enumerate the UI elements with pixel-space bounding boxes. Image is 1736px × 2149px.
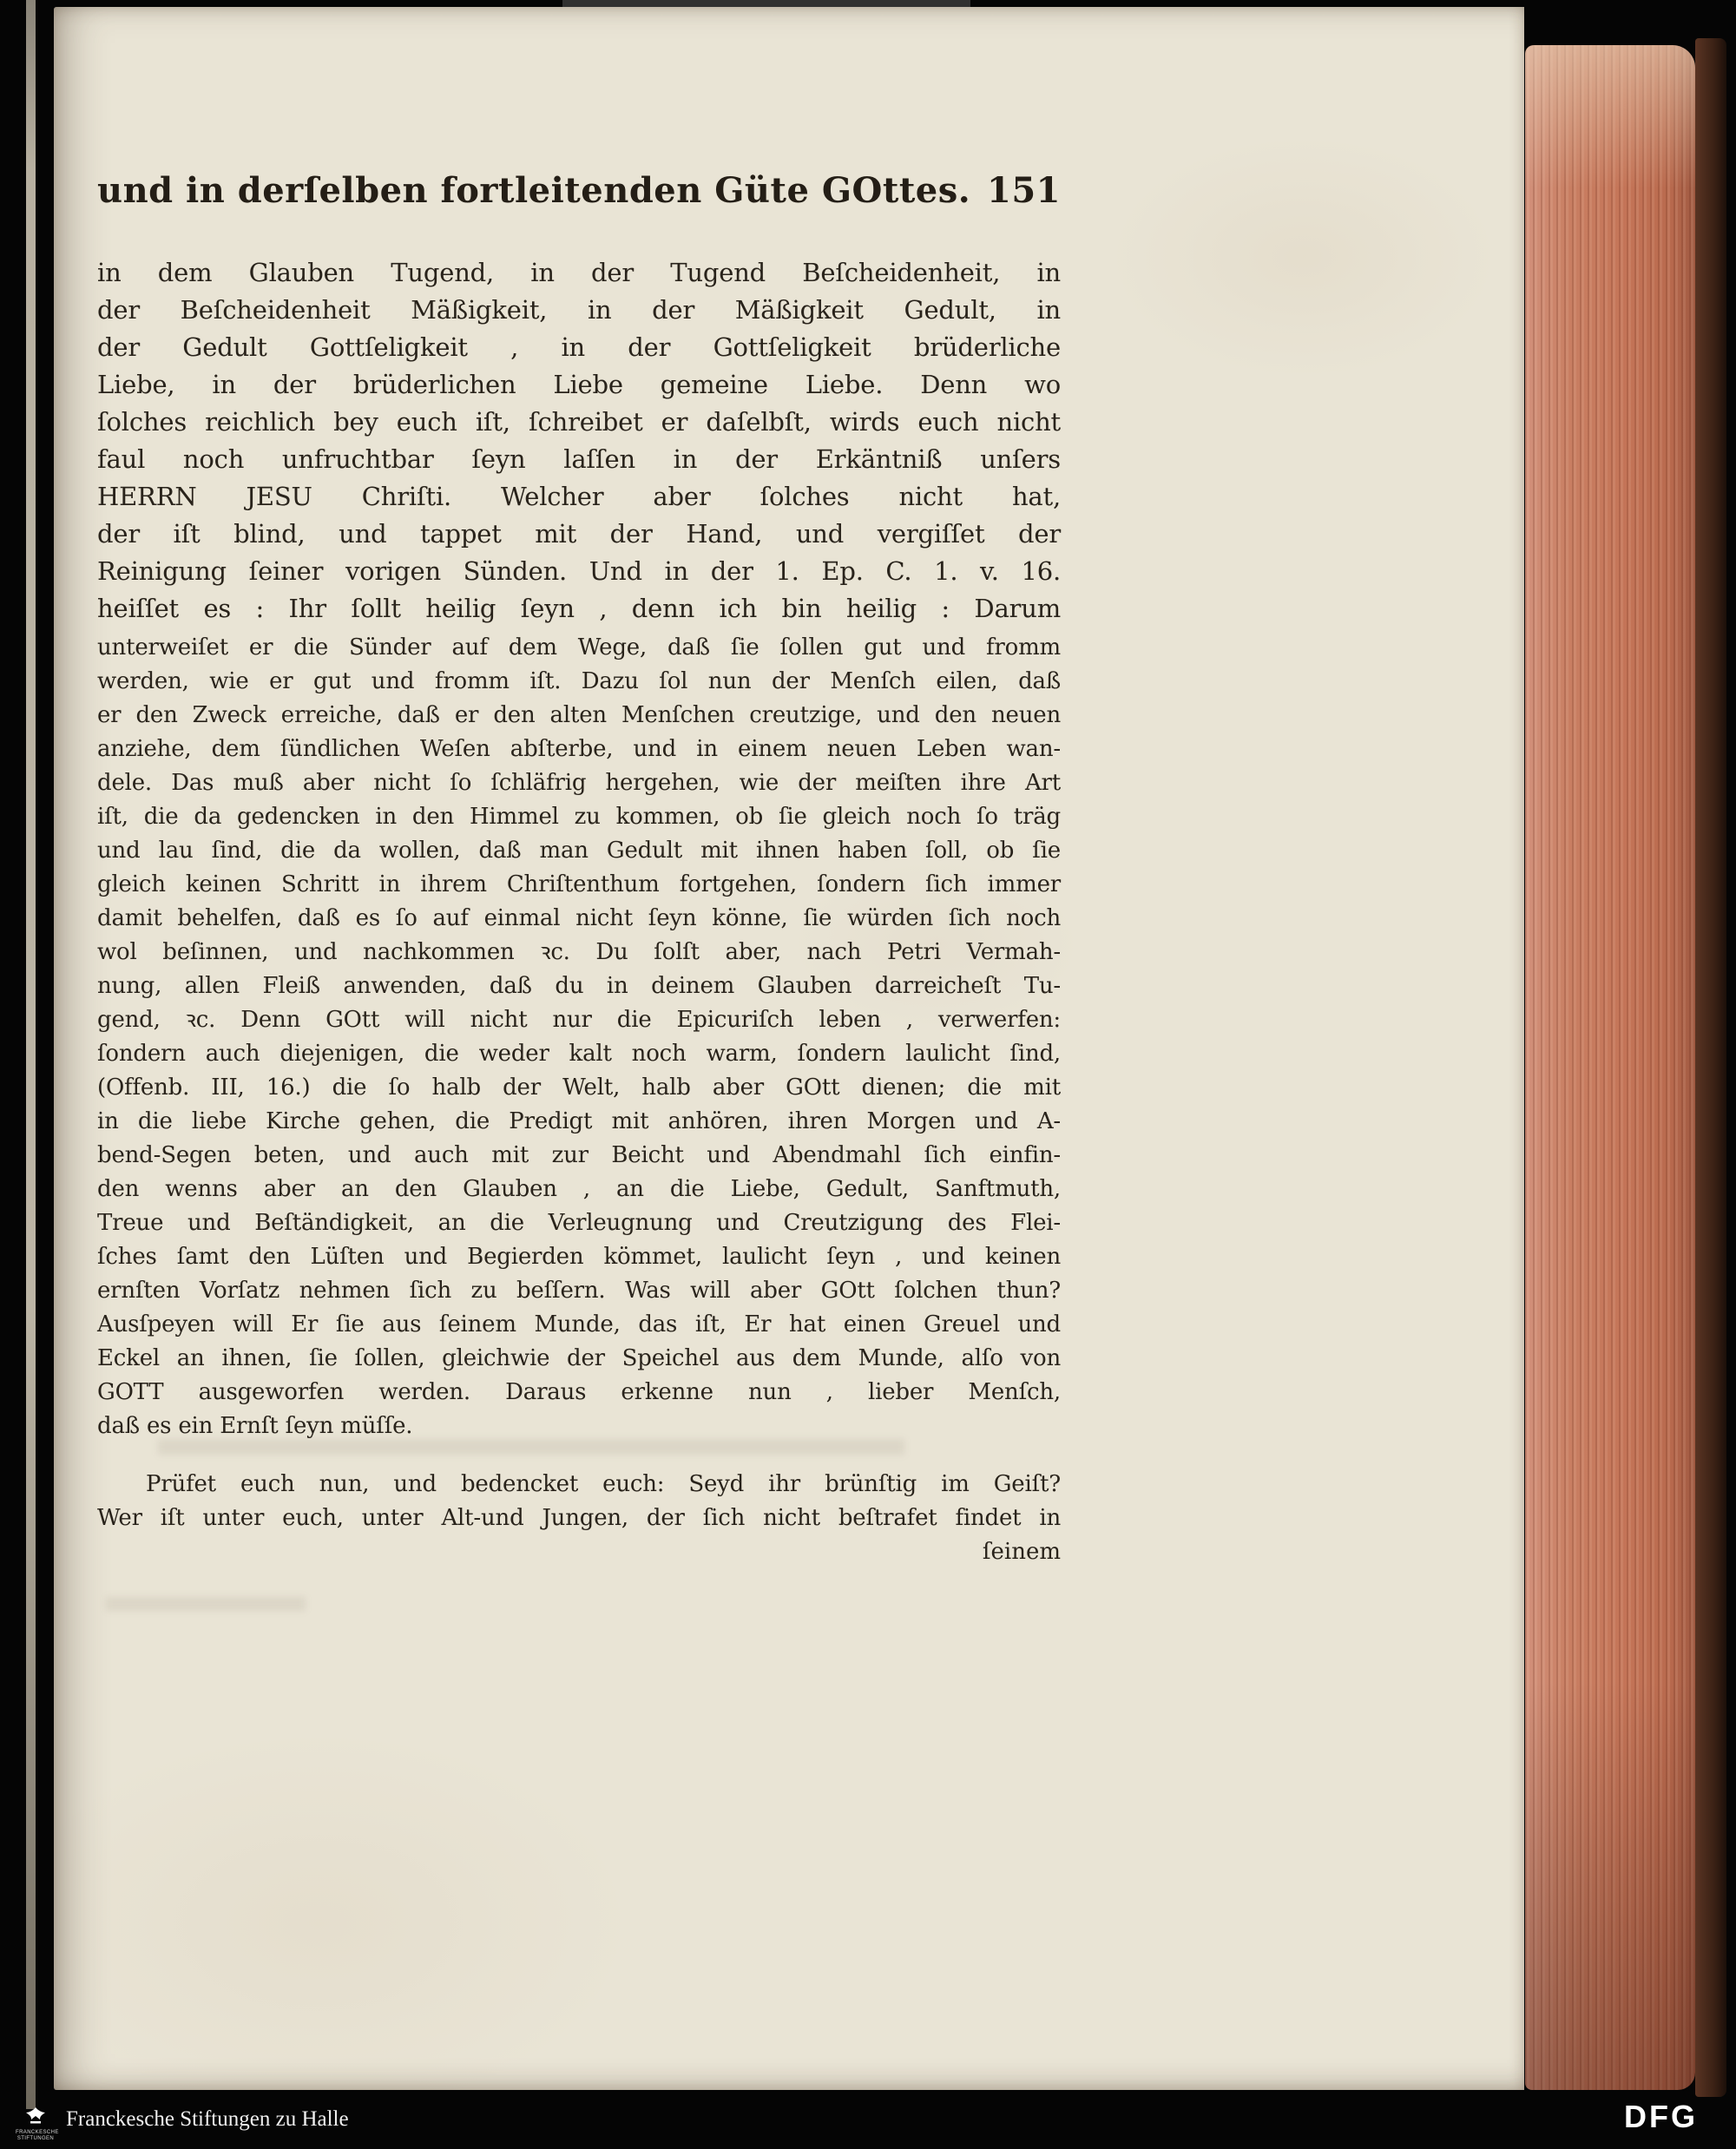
text-line: Ausſpeyen will Er ſie aus ſeinem Munde, das iſt, Er hat einen Greuel und: [97, 1311, 1061, 1337]
text-line: anziehe, dem ſündlichen Weſen abſterbe, und in einem neuen Leben wan-: [97, 736, 1061, 762]
scan-footer: [0, 2088, 1736, 2149]
text-line: dele. Das muß aber nicht ſo ſchläfrig hergehen, wie der meiſten ihre Art: [97, 770, 1061, 796]
paragraph-intro: [97, 254, 1061, 628]
text-line: und lau ſind, die da wollen, daß man Gedult mit ihnen haben ſoll, ob ſie: [97, 838, 1061, 864]
running-header: [97, 170, 1061, 211]
text-line: in die liebe Kirche gehen, die Predigt mit anhören, ihren Morgen und A-: [97, 1108, 1061, 1134]
text-line: Treue und Beſtändigkeit, an die Verleugnung und Creutzigung des Flei-: [97, 1210, 1061, 1236]
book-page: [54, 7, 1524, 2090]
text-line: ſondern auch diejenigen, die weder kalt noch warm, ſondern laulicht ſind,: [97, 1041, 1061, 1067]
franckesche-emblem-icon: [24, 2113, 47, 2130]
text-line: Eckel an ihnen, ſie ſollen, gleichwie der Speichel aus dem Munde, alſo von: [97, 1345, 1061, 1371]
text-line: gend, ꝛc. Denn GOtt will nicht nur die Epicuriſch leben , verwerfen:: [97, 1007, 1061, 1033]
text-line: der iſt blind, und tappet mit der Hand, und vergiſſet der: [97, 519, 1061, 549]
text-line: daß es ein Ernſt ſeyn müſſe.: [97, 1413, 413, 1439]
text-line: der Gedult Gottſeligkeit , in der Gottſeligkeit brüderliche: [97, 332, 1061, 362]
text-line: der Beſcheidenheit Mäßigkeit, in der Mäßigkeit Gedult, in: [97, 295, 1061, 325]
text-line: wol beſinnen, und nachkommen ꝛc. Du ſolſt aber, nach Petri Vermah-: [97, 939, 1061, 965]
text-line: in dem Glauben Tugend, in der Tugend Beſcheidenheit, in: [97, 258, 1061, 287]
text-line: iſt, die da gedencken in den Himmel zu kommen, ob ſie gleich noch ſo träg: [97, 804, 1061, 830]
facing-page-edge: [26, 0, 36, 2109]
text-line: damit behelfen, daß es ſo auf einmal nicht ſeyn könne, ſie würden ſich noch: [97, 905, 1061, 931]
book-fore-edge-pages: [1525, 45, 1695, 2090]
text-line: Wer iſt unter euch, unter Alt-und Jungen, der ſich nicht beſtrafet findet in: [97, 1505, 1061, 1531]
institution-name: Franckesche Stiftungen zu Halle: [66, 2107, 349, 2131]
text-line: ſches ſamt den Lüſten und Begierden kömmet, laulicht ſeyn , und keinen: [97, 1244, 1061, 1270]
text-line: faul noch unfruchtbar ſeyn laſſen in der Erkäntniß unſers: [97, 444, 1061, 474]
page-number: 151: [987, 170, 1061, 211]
ink-bleed-through: [106, 1597, 306, 1611]
text-line: gleich keinen Schritt in ihrem Chriſtenthum fortgehen, ſondern ſich immer: [97, 871, 1061, 897]
catchword: ſeinem: [982, 1539, 1061, 1565]
text-line: ſolches reichlich bey euch iſt, ſchreibet er daſelbſt, wirds euch nicht: [97, 407, 1061, 437]
logo-caption: [16, 2130, 59, 2142]
text-line: (Offenb. III, 16.) die ſo halb der Welt, halb aber GOtt dienen; die mit: [97, 1074, 1061, 1101]
text-line: heiſſet es : Ihr ſollt heilig ſeyn , denn ich bin heilig : Darum: [97, 594, 1061, 623]
logo-caption-line1: FRANCKESCHE: [16, 2130, 59, 2135]
text-line: Reinigung ſeiner vorigen Sünden. Und in der 1. Ep. C. 1. v. 16.: [97, 556, 1061, 586]
running-header-title: und in derſelben fortleitenden Güte GOttes.: [97, 170, 971, 211]
paragraph-main: [97, 631, 1061, 1443]
text-line: nung, allen Fleiß anwenden, daß du in deinem Glauben darreicheſt Tu-: [97, 973, 1061, 999]
book-cover-edge: [1695, 38, 1726, 2097]
page-content: [97, 170, 1061, 1569]
text-line: ernſten Vorſatz nehmen ſich zu beſſern. Was will aber GOtt ſolchen thun?: [97, 1278, 1061, 1304]
text-line: Prüfet euch nun, und bedencket euch: Seyd ihr brünſtig im Geiſt?: [146, 1471, 1061, 1497]
text-line: Liebe, in der brüderlichen Liebe gemeine Liebe. Denn wo: [97, 370, 1061, 399]
paragraph-two: [97, 1468, 1061, 1535]
logo-caption-line2: STIFTUNGEN: [16, 2136, 55, 2141]
text-line: er den Zweck erreiche, daß er den alten Menſchen creutzige, und den neuen: [97, 702, 1061, 728]
text-line: unterweiſet er die Sünder auf dem Wege, daß ſie ſollen gut und fromm: [97, 634, 1061, 660]
text-line: den wenns aber an den Glauben , an die Liebe, Gedult, Sanftmuth,: [97, 1176, 1061, 1202]
text-line: bend-Segen beten, und auch mit zur Beicht und Abendmahl ſich einfin-: [97, 1142, 1061, 1168]
dfg-logo: DFG: [1624, 2099, 1698, 2134]
text-line: HERRN JESU Chriſti. Welcher aber ſolches nicht hat,: [97, 482, 1061, 511]
text-line: werden, wie er gut und fromm iſt. Dazu ſol nun der Menſch eilen, daß: [97, 668, 1061, 694]
franckesche-stiftungen-logo: [16, 2106, 59, 2142]
text-line: GOTT ausgeworfen werden. Daraus erkenne nun , lieber Menſch,: [97, 1379, 1061, 1405]
